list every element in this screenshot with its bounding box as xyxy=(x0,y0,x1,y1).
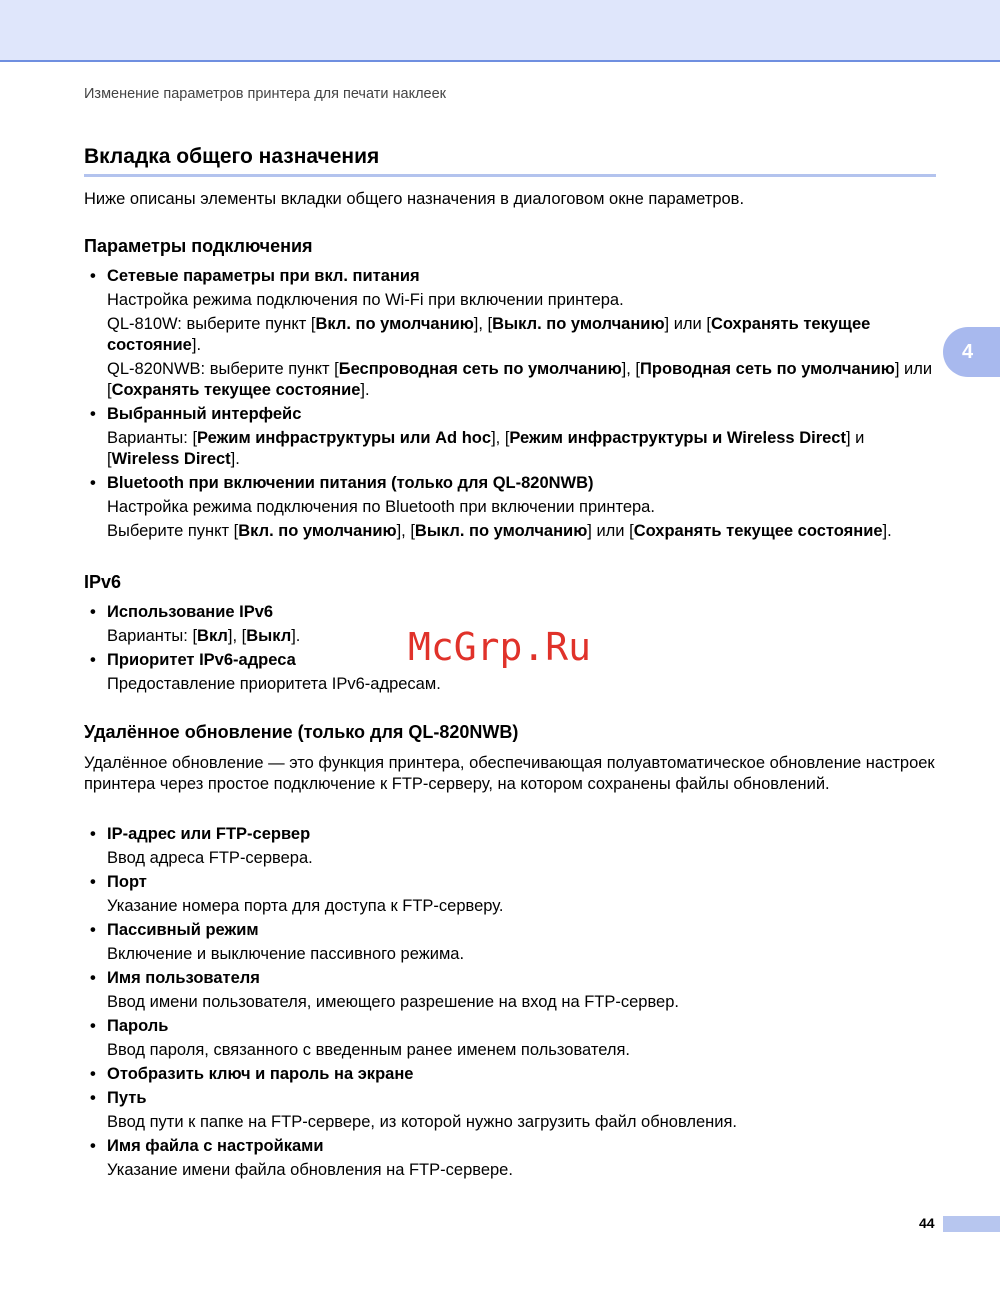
remote-description: Удалённое обновление — это функция принтера, обеспечивающая полуавтоматическое обновление настроек принтера через простое подключение к FTP-серверу, на котором сохранены файлы обновлений. xyxy=(84,754,935,793)
bullet-icon: • xyxy=(90,474,96,492)
item-description: Указание имени файла обновления на FTP-сервере. xyxy=(107,1161,513,1179)
list-item xyxy=(84,920,940,965)
item-description: Предоставление приоритета IPv6-адресам. xyxy=(107,675,441,693)
chapter-tab: 4 xyxy=(943,327,1000,377)
subsection-remote-title: Удалённое обновление (только для QL-820NWB) xyxy=(84,722,519,742)
bullet-icon: • xyxy=(90,1089,96,1107)
subsection-connection-title: Параметры подключения xyxy=(84,236,313,256)
item-heading: Пассивный режим xyxy=(107,921,259,939)
bullet-icon: • xyxy=(90,1065,96,1083)
item-heading: Сетевые параметры при вкл. питания xyxy=(107,267,420,285)
bullet-icon: • xyxy=(90,969,96,987)
watermark: McGrp.Ru xyxy=(408,625,592,669)
list-item xyxy=(84,266,940,401)
item-description: Ввод имени пользователя, имеющего разрешение на вход на FTP-сервер. xyxy=(107,993,679,1011)
item-options: QL-820NWB: выберите пункт [Беспроводная сеть по умолчанию], [Проводная сеть по умолчанию] или [Сохранять текущее состояние]. xyxy=(107,360,933,399)
list-item xyxy=(84,404,940,470)
list-item xyxy=(84,1016,940,1061)
item-heading: IP-адрес или FTP-сервер xyxy=(107,825,311,843)
bullet-icon: • xyxy=(90,873,96,891)
list-item xyxy=(84,473,940,542)
item-description: Настройка режима подключения по Bluetooth при включении принтера. xyxy=(107,498,655,516)
item-options: Варианты: [Режим инфраструктуры или Ad hoc], [Режим инфраструктуры и Wireless Direct] и [Wireless Direct]. xyxy=(107,429,865,468)
item-options: Варианты: [Вкл], [Выкл]. xyxy=(107,627,301,645)
item-heading: Пароль xyxy=(107,1017,169,1035)
list-item xyxy=(84,872,940,917)
section-title: Вкладка общего назначения xyxy=(84,145,380,168)
running-header: Изменение параметров принтера для печати наклеек xyxy=(84,86,447,102)
item-heading: Выбранный интерфейс xyxy=(107,405,302,423)
item-description: Указание номера порта для доступа к FTP-серверу. xyxy=(107,897,504,915)
list-item xyxy=(84,1088,940,1133)
item-heading: Приоритет IPv6-адреса xyxy=(107,651,296,669)
item-options: Выберите пункт [Вкл. по умолчанию], [Выкл. по умолчанию] или [Сохранять текущее состояние]. xyxy=(107,522,892,540)
remote-list xyxy=(84,824,940,1184)
item-options: QL-810W: выберите пункт [Вкл. по умолчанию], [Выкл. по умолчанию] или [Сохранять текущее состояние]. xyxy=(107,315,871,354)
item-heading: Отобразить ключ и пароль на экране xyxy=(107,1065,414,1083)
list-item xyxy=(84,1064,940,1085)
item-description: Ввод пароля, связанного с введенным ранее именем пользователя. xyxy=(107,1041,631,1059)
bullet-icon: • xyxy=(90,651,96,669)
item-heading: Имя файла с настройками xyxy=(107,1137,324,1155)
item-heading: Имя пользователя xyxy=(107,969,260,987)
bullet-icon: • xyxy=(90,405,96,423)
title-underline xyxy=(84,174,936,177)
item-description: Ввод адреса FTP-сервера. xyxy=(107,849,313,867)
item-heading: Путь xyxy=(107,1089,147,1107)
subsection-ipv6-title: IPv6 xyxy=(84,572,122,592)
page-number: 44 xyxy=(919,1215,935,1231)
section-intro: Ниже описаны элементы вкладки общего назначения в диалоговом окне параметров. xyxy=(84,190,745,208)
item-heading: Использование IPv6 xyxy=(107,603,274,621)
header-band xyxy=(0,0,1000,60)
bullet-icon: • xyxy=(90,1017,96,1035)
bullet-icon: • xyxy=(90,825,96,843)
header-rule xyxy=(0,60,1000,62)
item-description: Ввод пути к папке на FTP-сервере, из которой нужно загрузить файл обновления. xyxy=(107,1113,737,1131)
bullet-icon: • xyxy=(90,921,96,939)
bullet-icon: • xyxy=(90,1137,96,1155)
bullet-icon: • xyxy=(90,603,96,621)
connection-list xyxy=(84,266,940,545)
bullet-icon: • xyxy=(90,267,96,285)
list-item xyxy=(84,824,940,869)
list-item xyxy=(84,968,940,1013)
list-item xyxy=(84,1136,940,1181)
item-description: Настройка режима подключения по Wi-Fi при включении принтера. xyxy=(107,291,624,309)
item-heading: Bluetooth при включении питания (только для QL-820NWB) xyxy=(107,474,594,492)
item-description: Включение и выключение пассивного режима. xyxy=(107,945,465,963)
item-heading: Порт xyxy=(107,873,147,891)
footer-tab xyxy=(943,1216,1000,1232)
